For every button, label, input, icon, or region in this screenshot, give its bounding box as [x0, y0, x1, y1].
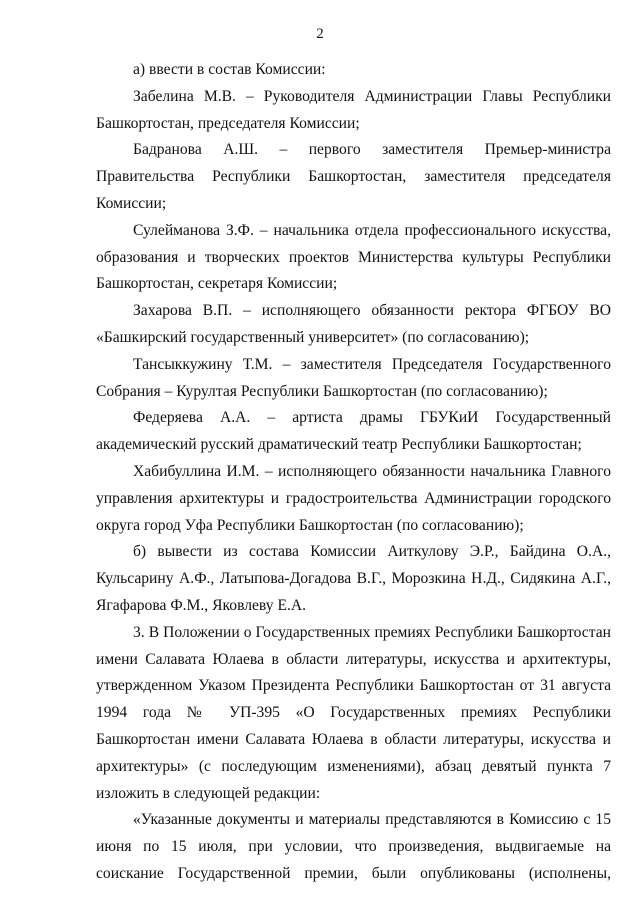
- paragraph-member-zabelin: Забелина М.В. – Руководителя Администрации Главы Республики Башкортостан, председателя Комиссии;: [96, 87, 611, 132]
- paragraph-intro-add: а) ввести в состав Комиссии:: [133, 61, 326, 78]
- paragraph-remove-members: б) вывести из состава Комиссии Аиткулову Э.Р., Байдина О.А., Кульсарину А.Ф., Латыпова-Догадова В.Г., Морозкина Н.Д., Сидякина А.Г., Ягафарова Ф.М., Яковлеву Е.А.: [96, 543, 611, 614]
- paragraph-regulation-amendment: 3. В Положении о Государственных премиях Республики Башкортостан имени Салавата Юлаева в области литературы, искусства и архитектуры, утвержденном Указом Президента Республики Башкортостан от 31 августа 1994 года № УП-395 «О Государственных премиях Республики Башкортостан имени Салавата Юлаева в области литературы, искусства и архитектуры» (с последующим изменениями), абзац девятый пункта 7 изложить в следующей редакции:: [96, 623, 611, 802]
- paragraph-member-zakharov: Захарова В.П. – исполняющего обязанности ректора ФГБОУ ВО «Башкирский государственный университет» (по согласованию);: [96, 302, 611, 346]
- paragraph-member-khabibullin: Хабибуллина И.М. – исполняющего обязанности начальника Главного управления архитектуры и градостроительства Администрации городского округа город Уфа Республики Башкортостан (по согласованию);: [96, 462, 611, 534]
- document-body: [96, 57, 611, 888]
- paragraph-member-badranov: Бадранова А.Ш. – первого заместителя Премьер-министра Правительства Республики Башкортостан, заместителя председателя Комиссии;: [96, 141, 611, 212]
- page-number: 2: [316, 26, 324, 42]
- paragraph-member-tansykkuzhina: Тансыккужину Т.М. – заместителя Председателя Государственного Собрания – Курултая Республики Башкортостан (по согласованию);: [96, 355, 611, 400]
- paragraph-member-federyaev: Федеряева А.А. – артиста драмы ГБУКиИ Государственный академический русский драматический театр Республики Башкортостан;: [96, 409, 611, 454]
- paragraph-new-wording: «Указанные документы и материалы представляются в Комиссию с 15 июня по 15 июля, при условии, что произведения, выдвигаемые на соискание Государственной премии, были опубликованы (исполнены,: [96, 811, 611, 882]
- paragraph-member-suleymanova: Сулейманова З.Ф. – начальника отдела профессионального искусства, образования и творческих проектов Министерства культуры Республики Башкортостан, секретаря Комиссии;: [96, 221, 611, 293]
